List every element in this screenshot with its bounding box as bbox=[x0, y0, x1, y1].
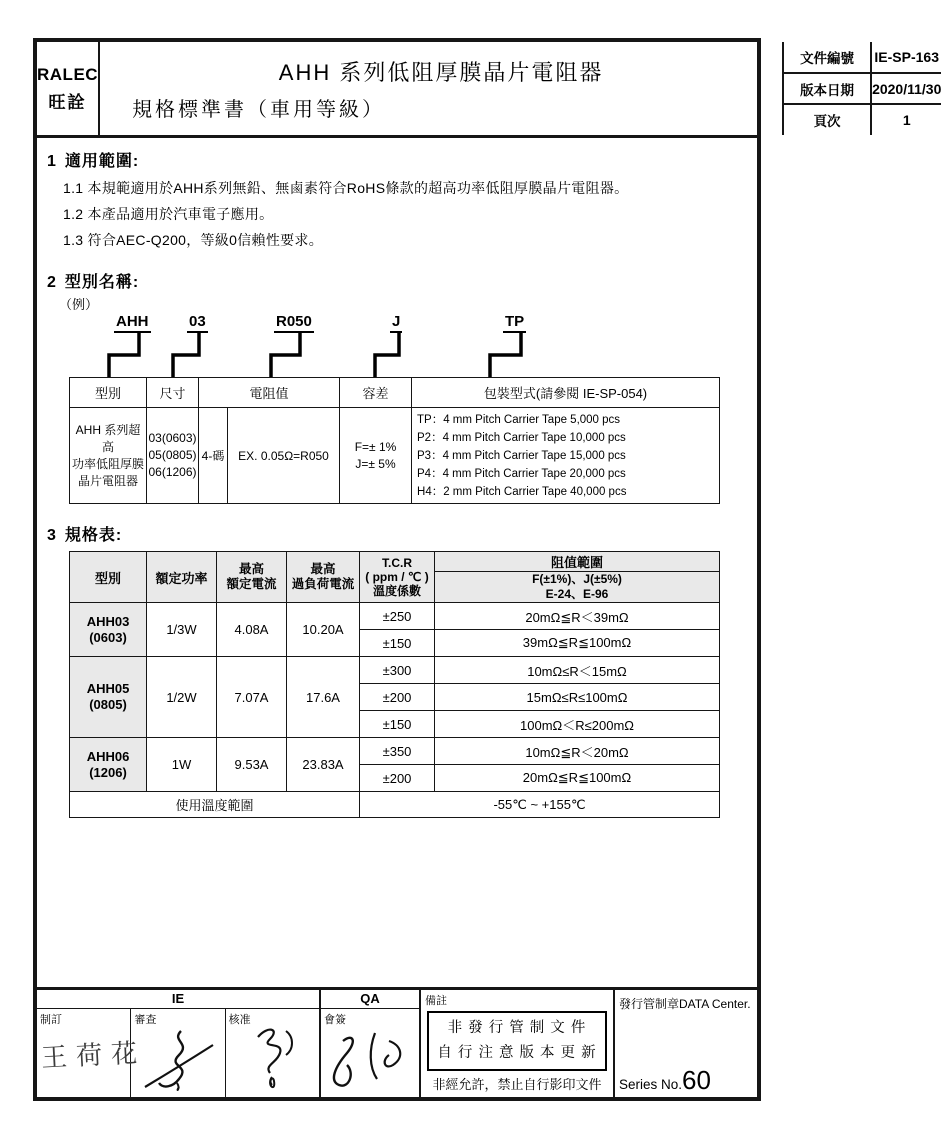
approver-label: 核准 bbox=[228, 1014, 251, 1026]
overload-current-ahh06: 23.83A bbox=[287, 738, 360, 792]
range-value: 10mΩ≤R＜15mΩ bbox=[435, 657, 720, 684]
spec-header-power: 額定功率 bbox=[147, 552, 217, 603]
size-options-cell: 03(0603) 05(0805) 06(1206) bbox=[147, 408, 199, 504]
part-table-body-row bbox=[70, 408, 720, 504]
scope-item-3: 1.3 符合AEC-Q200，等級0信賴性要求。 bbox=[63, 232, 324, 248]
doc-date-label: 版本日期 bbox=[784, 74, 872, 104]
issue-control-stamp: 發行管制章DATA Center. bbox=[619, 997, 751, 1011]
section1-items bbox=[63, 175, 757, 253]
countersign-label: 會簽 bbox=[324, 1014, 346, 1026]
remarks-label: 備註 bbox=[425, 995, 447, 1007]
section3-number: 3 bbox=[47, 527, 57, 544]
drafter-label: 制訂 bbox=[40, 1014, 62, 1026]
table-row bbox=[70, 603, 720, 630]
ie-label: IE bbox=[37, 990, 319, 1009]
doc-page-row bbox=[784, 105, 941, 135]
doc-number-row bbox=[784, 42, 941, 74]
series-value: 60 bbox=[682, 1065, 711, 1095]
section3-title: 規格表: bbox=[64, 527, 123, 544]
part-code-tolerance: J bbox=[390, 313, 402, 333]
range-value: 10mΩ≦R＜20mΩ bbox=[435, 738, 720, 765]
rated-current-ahh03: 4.08A bbox=[217, 603, 287, 657]
range-value: 15mΩ≤R≤100mΩ bbox=[435, 684, 720, 711]
rated-current-ahh05: 7.07A bbox=[217, 657, 287, 738]
doc-page-value: 1 bbox=[902, 112, 911, 129]
spec-header-tcr: T.C.R ( ppm / ℃ ) 溫度係數 bbox=[360, 552, 435, 603]
power-ahh03: 1/3W bbox=[147, 603, 217, 657]
spec-header-row1 bbox=[70, 552, 720, 572]
model-ahh05-cell: AHH05 (0805) bbox=[70, 657, 147, 738]
title-line2: 規格標準書（車用等級） bbox=[132, 98, 386, 121]
header-resistance: 電阻值 bbox=[199, 378, 340, 408]
series-label: Series No. bbox=[619, 1077, 683, 1092]
doc-number-label: 文件編號 bbox=[784, 42, 872, 72]
document-title bbox=[100, 42, 782, 135]
power-ahh05: 1/2W bbox=[147, 657, 217, 738]
tcr-value: ±250 bbox=[360, 603, 435, 630]
doc-page-label: 頁次 bbox=[784, 105, 872, 135]
section2-number: 2 bbox=[47, 274, 57, 291]
tcr-value: ±350 bbox=[360, 738, 435, 765]
part-number-diagram bbox=[69, 313, 719, 377]
header-packing: 包裝型式(請參閱 IE-SP-054) bbox=[412, 378, 720, 408]
table-row bbox=[70, 738, 720, 765]
ie-approval-block bbox=[37, 990, 321, 1097]
doc-date-value: 2020/11/30 bbox=[872, 80, 941, 97]
model-ahh03-cell: AHH03 (0603) bbox=[70, 603, 147, 657]
rated-current-ahh06: 9.53A bbox=[217, 738, 287, 792]
remarks-box bbox=[427, 1011, 607, 1071]
section2 bbox=[37, 269, 757, 504]
scope-item-2: 1.2 本產品適用於汽車電子應用。 bbox=[63, 206, 274, 222]
section3-heading bbox=[47, 522, 757, 545]
spec-table bbox=[69, 551, 720, 818]
spec-header-range: 阻值範圍 bbox=[435, 552, 720, 572]
diagram-connector-lines bbox=[69, 313, 719, 377]
page-frame bbox=[33, 38, 941, 1101]
remarks-line1: 非 發 行 管 制 文 件 bbox=[447, 1020, 587, 1036]
operating-temp-value: -55℃ ~ +155℃ bbox=[360, 792, 720, 818]
doc-date-row bbox=[784, 74, 941, 106]
resistance-code-cell: 4-碼 bbox=[199, 408, 228, 504]
overload-current-ahh03: 10.20A bbox=[287, 603, 360, 657]
company-name-zh: 旺詮 bbox=[48, 92, 87, 112]
part-code-size: 03 bbox=[187, 313, 208, 333]
spec-header-overload-current: 最高 過負荷電流 bbox=[287, 552, 360, 603]
approver-cell bbox=[226, 1009, 319, 1097]
qa-approval-block bbox=[321, 990, 421, 1097]
resistance-example-cell: EX. 0.05Ω=R050 bbox=[228, 408, 340, 504]
overload-current-ahh05: 17.6A bbox=[287, 657, 360, 738]
section2-heading bbox=[47, 269, 757, 292]
header-tolerance: 容差 bbox=[340, 378, 412, 408]
type-description-cell: AHH 系列超高 功率低阻厚膜 晶片電阻器 bbox=[70, 408, 147, 504]
part-number-table bbox=[69, 377, 720, 504]
tcr-value: ±300 bbox=[360, 657, 435, 684]
part-code-series: AHH bbox=[114, 313, 151, 333]
reviewer-label: 審查 bbox=[134, 1014, 157, 1026]
company-name-en: RALEC bbox=[37, 64, 99, 84]
remarks-line2: 自 行 注 意 版 本 更 新 bbox=[437, 1045, 597, 1061]
tolerance-cell: F=± 1% J=± 5% bbox=[340, 408, 412, 504]
spec-header-range-sub: F(±1%)、J(±5%) E-24、E-96 bbox=[435, 572, 720, 603]
document-body bbox=[37, 138, 757, 987]
approver-signature-icon bbox=[240, 1017, 306, 1097]
countersign-signature-icon bbox=[323, 1023, 417, 1095]
issue-control-block bbox=[615, 990, 757, 1097]
scope-item-1: 1.1 本規範適用於AHH系列無鉛、無鹵素符合RoHS條款的超高功率低阻厚膜晶片電阻器。 bbox=[63, 180, 629, 196]
part-table-header-row bbox=[70, 378, 720, 408]
series-number bbox=[619, 1065, 753, 1095]
reviewer-signature-icon bbox=[139, 1025, 219, 1095]
document-info-table bbox=[782, 42, 941, 135]
range-value: 20mΩ≦R≦100mΩ bbox=[435, 765, 720, 792]
range-value: 39mΩ≦R≦100mΩ bbox=[435, 630, 720, 657]
part-code-resistance: R050 bbox=[274, 313, 314, 333]
spec-header-model: 型別 bbox=[70, 552, 147, 603]
document-header bbox=[37, 42, 941, 138]
header-size: 尺寸 bbox=[147, 378, 199, 408]
title-line1: AHH 系列低阻厚膜晶片電阻器 bbox=[278, 59, 604, 85]
company-logo bbox=[37, 42, 100, 135]
tcr-value: ±200 bbox=[360, 765, 435, 792]
tcr-value: ±150 bbox=[360, 630, 435, 657]
remarks-block bbox=[421, 990, 615, 1097]
operating-temp-label: 使用溫度範圍 bbox=[70, 792, 360, 818]
model-ahh06-cell: AHH06 (1206) bbox=[70, 738, 147, 792]
approval-footer bbox=[37, 987, 757, 1097]
header-type: 型別 bbox=[70, 378, 147, 408]
range-value: 20mΩ≦R＜39mΩ bbox=[435, 603, 720, 630]
operating-temp-row bbox=[70, 792, 720, 818]
copy-prohibition-note: 非經允許，禁止自行影印文件 bbox=[432, 1077, 602, 1092]
section1-title: 適用範圍: bbox=[64, 153, 140, 170]
part-code-packing: TP bbox=[503, 313, 526, 333]
doc-number-value: IE-SP-163 bbox=[874, 48, 939, 65]
section1-number: 1 bbox=[47, 153, 57, 170]
section3 bbox=[37, 522, 757, 818]
reviewer-cell bbox=[131, 1009, 225, 1097]
tcr-value: ±200 bbox=[360, 684, 435, 711]
qa-label: QA bbox=[321, 990, 419, 1009]
countersign-cell bbox=[321, 1009, 419, 1097]
drafter-signature: 王荷花 bbox=[40, 1038, 147, 1073]
section2-title: 型別名稱: bbox=[64, 274, 140, 291]
tcr-value: ±150 bbox=[360, 711, 435, 738]
table-row bbox=[70, 657, 720, 684]
range-value: 100mΩ＜R≤200mΩ bbox=[435, 711, 720, 738]
packing-options-cell: TP：4 mm Pitch Carrier Tape 5,000 pcs P2：4 mm Pitch Carrier Tape 10,000 pcs P3：4 mm Pitch Carrier Tape 15,000 pcs P4：4 mm Pitch Carrier Tape 20,000 pcs H4：2 mm Pitch Carrier Tape 40,000 pcs bbox=[412, 408, 720, 504]
power-ahh06: 1W bbox=[147, 738, 217, 792]
section1-heading bbox=[47, 148, 757, 171]
example-label: （例） bbox=[59, 297, 99, 312]
spec-header-rated-current: 最高 額定電流 bbox=[217, 552, 287, 603]
